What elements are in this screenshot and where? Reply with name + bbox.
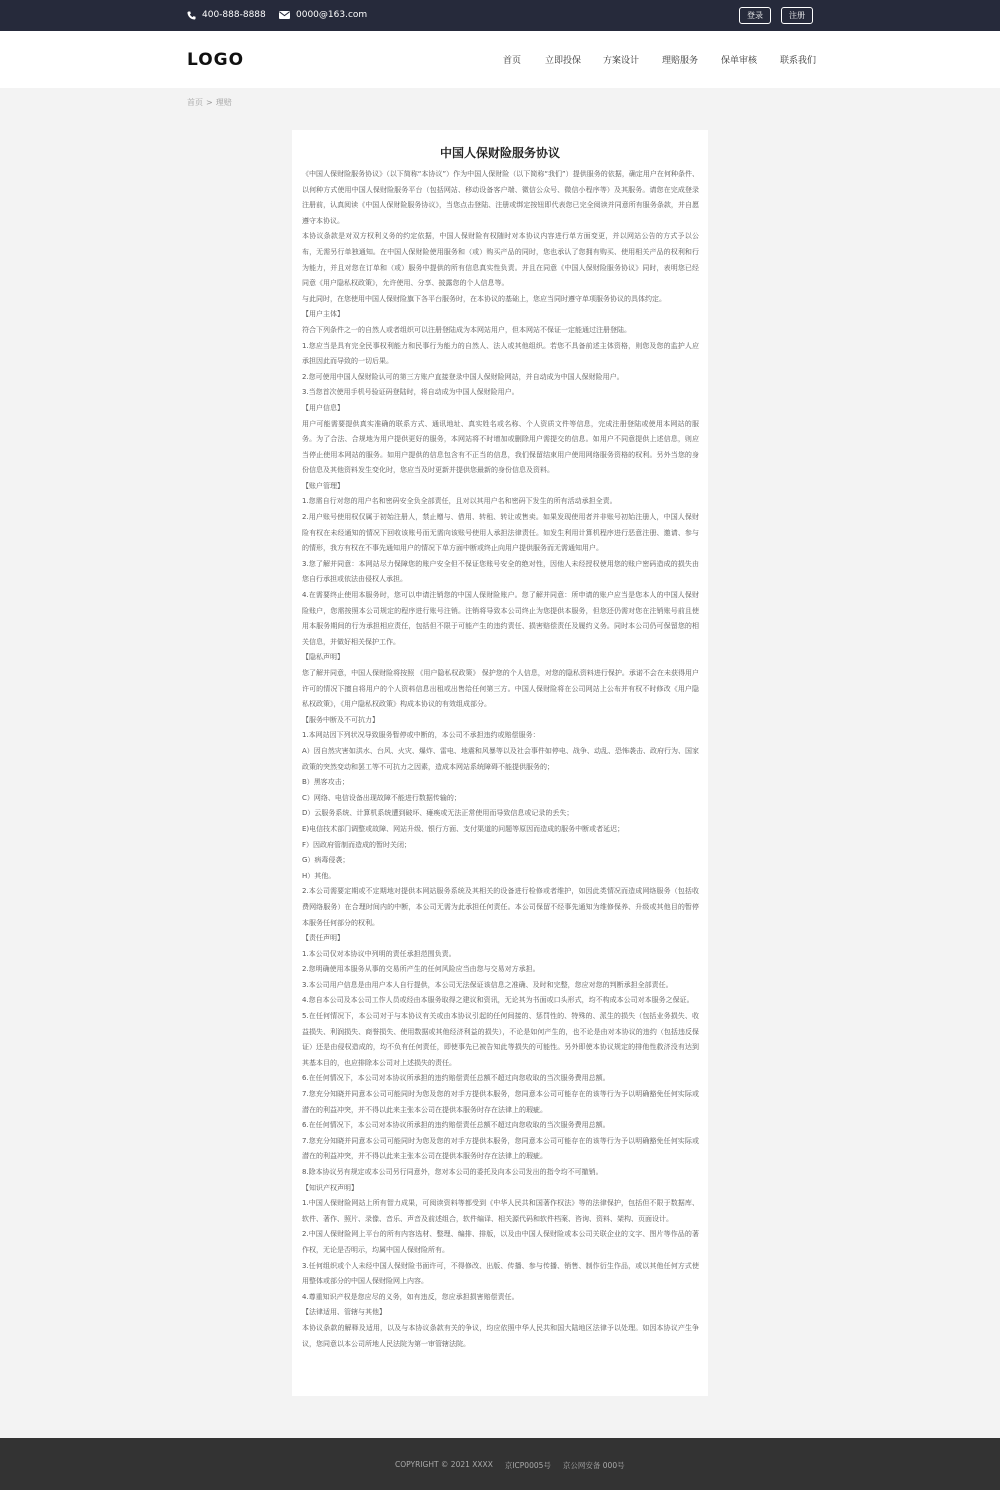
agreement-paragraph: 1.本公司仅对本协议中列明的责任承担范围负责。 [302, 949, 456, 958]
agreement-paragraph: 与此同时，在您使用中国人保财险旗下各平台服务时，在本协议的基础上，您应当同时遵守单项服务协议的具体约定。 [302, 294, 666, 303]
agreement-paragraph: A）因自然灾害如洪水、台风、火灾、爆炸、雷电、地震和风暴等以及社会事件如停电、战争、动乱、恐怖袭击、政府行为、国家政策的突然变动和罢工等不可抗力之因素，造成本网站系统障碍不能提供服务的； [302, 746, 699, 771]
agreement-paragraph: 1.本网站因下列状况导致服务暂停或中断的，本公司不承担违约或赔偿服务： [302, 731, 540, 740]
agreement-paragraph: 2.用户账号使用权仅属于初始注册人，禁止赠与、借用、转租、转让或售卖。如果发现使用者并非账号初始注册人，中国人保财险有权在未经通知的情况下回收该账号而无需向该账号使用人承担法律责任。如发生利用计算机程序进行恶意注册、邀请、参与的情形，我方有权在不事先通知用户的情况下单方面中断或终止向用户提供服务而无需通知用户。 [302, 513, 699, 553]
agreement-paragraph: 2.本公司需要定期或不定期地对提供本网站服务系统及其相关的设备进行检修或者维护，如因此类情况而造成网络服务（包括收费网络服务）在合理时间内的中断，本公司无需为此承担任何责任。本公司保留不经事先通知为维修保养、升级或其他目的暂停本服务任何部分的权利。 [302, 887, 699, 927]
agreement-paragraph: C）网络、电信设备出现故障不能进行数据传输的； [302, 793, 461, 802]
agreement-paragraph: 6.在任何情况下，本公司对本协议所承担的违约赔偿责任总额不超过向您收取的当次服务费用总额。 [302, 1074, 610, 1083]
agreement-paragraph: 【责任声明】 [302, 934, 344, 943]
page-title: 中国人保财险服务协议 [439, 146, 560, 160]
agreement-paragraph: 1.您应当是具有完全民事权利能力和民事行为能力的自然人、法人或其他组织。若您不具备前述主体资格，则您及您的监护人应承担因此而导致的一切后果。 [302, 341, 699, 366]
register-button[interactable]: 注册 [781, 7, 813, 24]
agreement-card [292, 130, 708, 1396]
nav-item-home[interactable]: 首页 [503, 56, 522, 66]
footer-copyright: COPYRIGHT © 2021 XXXX [395, 1460, 493, 1469]
breadcrumb-separator: > [206, 98, 213, 107]
agreement-paragraph: 8.除本协议另有规定或本公司另行同意外，您对本公司的委托及向本公司发出的指令均不可撤销。 [302, 1168, 603, 1176]
phone-number: 400-888-8888 [202, 10, 266, 20]
email-address: 0000@163.com [296, 10, 368, 20]
agreement-paragraph: 2.您可使用中国人保财险认可的第三方账户直接登录中国人保财险网站，并自动成为中国人保财险用户。 [302, 372, 624, 381]
mail-icon [279, 11, 290, 19]
footer [0, 1438, 1000, 1490]
agreement-body [302, 167, 699, 1352]
agreement-paragraph: 1.您需自行对您的用户名和密码安全负全部责任，且对以其用户名和密码下发生的所有活动承担全责。 [302, 497, 617, 506]
breadcrumb-home[interactable]: 首页 [187, 98, 203, 107]
agreement-paragraph: H）其他。 [302, 871, 336, 880]
agreement-paragraph: 2.您明确使用本服务从事的交易所产生的任何风险应当由您与交易对方承担。 [302, 965, 540, 974]
breadcrumb [187, 97, 232, 108]
phone-icon [187, 11, 196, 20]
agreement-paragraph: 3.本公司用户信息是由用户本人自行提供，本公司无法保证该信息之准确、及时和完整，您应对您的判断承担全部责任。 [302, 980, 673, 989]
agreement-paragraph: F）因政府管制而造成的暂时关闭； [302, 840, 412, 849]
agreement-paragraph: 【法律适用、管辖与其他】 [302, 1308, 386, 1317]
nav-item-claims[interactable]: 理赔服务 [662, 56, 699, 66]
top-bar [0, 0, 1000, 31]
agreement-paragraph: 4.尊重知识产权是您应尽的义务，如有违反，您应承担损害赔偿责任。 [302, 1292, 519, 1301]
agreement-paragraph: 《中国人保财险服务协议》（以下简称“本协议”）作为中国人保财险（以下简称“我们”）提供服务的依据，确定用户在何种条件、以何种方式使用中国人保财险服务平台（包括网站、移动设备客户端、微信公众号、微信小程序等）及其服务。请您在完成登录注册前，认真阅读《中国人保财险服务协议》，当您点击登陆、注册或绑定按钮即代表您已完全阅读并同意所有服务条款，并自愿遵守本协议。 [302, 170, 699, 225]
agreement-paragraph: 您了解并同意，中国人保财险将按照 《用户隐私权政策》 保护您的个人信息，对您的隐私资料进行保护。承诺不会在未获得用户许可的情况下擅自将用户的个人资料信息出租或出售给任何第三方。中国人保财险将在公司网站上公布并有权不时修改《用户隐私权政策》，《用户隐私权政策》构成本协议的有效组成部分。 [302, 669, 699, 709]
phone-contact [187, 10, 266, 20]
agreement-paragraph: 用户可能需要提供真实准确的联系方式、通讯地址、真实姓名或名称、个人资质文件等信息，完成注册登陆或使用本网站的服务。为了合法、合规地为用户提供更好的服务，本网站将不时增加或删除用户需提交的信息。如用户不同意提供上述信息，则应当停止使用本网站的服务。如用户提供的信息包含有不正当的信息，我们保留结束用户使用网络服务资格的权利。另外当您的身份信息及其他资料发生变化时，您应当及时更新并提供您最新的身份信息及资料。 [302, 419, 699, 475]
agreement-paragraph: 符合下列条件之一的自然人或者组织可以注册登陆成为本网站用户，但本网站不保证一定能通过注册登陆。 [302, 325, 631, 334]
agreement-paragraph: B）黑客攻击； [302, 778, 349, 787]
agreement-paragraph: 【知识产权声明】 [302, 1183, 358, 1192]
agreement-paragraph: 7.您充分知晓并同意本公司可能同时为您及您的对手方提供本服务，您同意本公司可能存在的该等行为予以明确豁免任何实际或潜在的利益冲突，并不得以此来主张本公司在提供本服务时存在法律上的瑕疵。 [302, 1136, 699, 1161]
nav-item-contact[interactable]: 联系我们 [780, 56, 817, 66]
agreement-paragraph: 3.任何组织或个人未经中国人保财险书面许可，不得修改、出版、传播、参与传播、销售、制作衍生作品，或以其他任何方式使用整体或部分的中国人保财险网上内容。 [302, 1261, 699, 1286]
agreement-paragraph: 【用户信息】 [302, 403, 344, 412]
agreement-paragraph: 2.中国人保财险网上平台的所有内容选材、整理、编排、排版，以及由中国人保财险或本公司关联企业的文字、图片等作品的著作权，无论是否明示，均属中国人保财险所有。 [302, 1230, 699, 1254]
agreement-paragraph: 本协议条款是对双方权利义务的约定依据，中国人保财险有权随时对本协议内容进行单方面变更，并以网站公告的方式予以公布，无需另行单独通知。在中国人保财险使用服务和（或）购买产品的同时，您也承认了您拥有购买、使用相关产品的权利和行为能力，并且对您在订单和（或）服务中提供的所有信息真实性负责。并且在同意《中国人保财险服务协议》同时，表明您已经同意《用户隐私权政策》，允许使用、分享、披露您的个人信息等。 [302, 232, 699, 288]
nav-item-insure-now[interactable]: 立即投保 [545, 56, 582, 66]
logo[interactable]: LOGO [187, 50, 245, 70]
agreement-paragraph: 3.您了解并同意：本网站尽力保障您的账户安全但不保证您账号安全的绝对性，因他人未经授权使用您的账户密码造成的损失由您自行承担或依法由侵权人承担。 [302, 559, 699, 584]
agreement-paragraph: 【服务中断及不可抗力】 [302, 715, 379, 724]
footer-police-record[interactable]: 京公网安备 000号 [562, 1461, 625, 1470]
agreement-paragraph: 3.当您首次使用手机号验证码登陆时，将自动成为中国人保财险用户。 [302, 388, 519, 397]
agreement-paragraph: G）病毒侵袭； [302, 856, 350, 865]
email-contact [279, 10, 367, 20]
agreement-paragraph: 【账户管理】 [302, 481, 344, 490]
agreement-paragraph: E)电信技术部门调整或故障、网站升级、银行方面、支付渠道的问题等原因而造成的服务中断或者延迟； [302, 824, 625, 833]
agreement-paragraph: 本协议条款的解释及适用，以及与本协议条款有关的争议，均应依照中华人民共和国大陆地区法律予以处理。如因本协议产生争议，您同意以本公司所地人民法院为第一审管辖法院。 [302, 1323, 699, 1348]
agreement-paragraph: 【用户主体】 [302, 310, 344, 319]
agreement-paragraph: 7.您充分知晓并同意本公司可能同时为您及您的对手方提供本服务，您同意本公司可能存在的该等行为予以明确豁免任何实际或潜在的利益冲突，并不得以此来主张本公司在提供本服务时存在法律上的瑕疵。 [302, 1090, 699, 1114]
login-button[interactable]: 登录 [739, 7, 771, 24]
agreement-paragraph: 1.中国人保财险网站上所有智力成果，可阅读资料等都受到《中华人民共和国著作权法》等的法律保护，包括但不限于数据库、软件、著作、照片、录像、音乐、声音及前述组合，软件编译、相关源代码和软件档案、咨询、资料、架构、页面设计。 [302, 1199, 699, 1223]
nav-item-plan-design[interactable]: 方案设计 [603, 56, 640, 66]
header [0, 31, 1000, 88]
agreement-paragraph: 4.在需要终止使用本服务时，您可以申请注销您的中国人保财险账户。您了解并同意：所申请的账户应当是您本人的中国人保财险账户，您需按照本公司规定的程序进行账号注销。注销将导致本公司终止为您提供本服务，但您还仍需对您在注销账号前且使用本服务期间的行为承担相应责任，包括但不限于可能产生的违约责任、损害赔偿责任及履约义务。同时本公司仍可保留您的相关信息，并做好相关保护工作。 [302, 591, 699, 646]
footer-icp[interactable]: 京ICP0005号 [504, 1461, 551, 1470]
agreement-paragraph: 【隐私声明】 [302, 653, 344, 662]
agreement-paragraph: 5.在任何情况下，本公司对于与本协议有关或由本协议引起的任何间接的、惩罚性的、特殊的、派生的损失（包括业务损失、收益损失、利润损失、商誉损失、使用数据或其他经济利益的损失），不论是如何产生的，也不论是由对本协议的违约（包括违反保证）还是由侵权造成的，均不负有任何责任，即使事先已被告知此等损失的可能性。另外即使本协议规定的排他性救济没有达到其基本目的，也应排除本公司对上述损失的责任。 [302, 1012, 699, 1067]
agreement-paragraph: 4.您自本公司及本公司工作人员或经由本服务取得之建议和资讯，无论其为书面或口头形式，均不构成本公司对本服务之保证。 [302, 996, 694, 1005]
nav-item-policy-review[interactable]: 保单审核 [721, 56, 758, 66]
agreement-paragraph: 6.在任何情况下，本公司对本协议所承担的违约赔偿责任总额不超过向您收取的当次服务费用总额。 [302, 1121, 610, 1130]
agreement-paragraph: D）云服务系统、计算机系统遭到破坏、瘫痪或无法正常使用而导致信息或记录的丢失； [302, 809, 574, 818]
breadcrumb-current: 理赔 [215, 98, 232, 107]
